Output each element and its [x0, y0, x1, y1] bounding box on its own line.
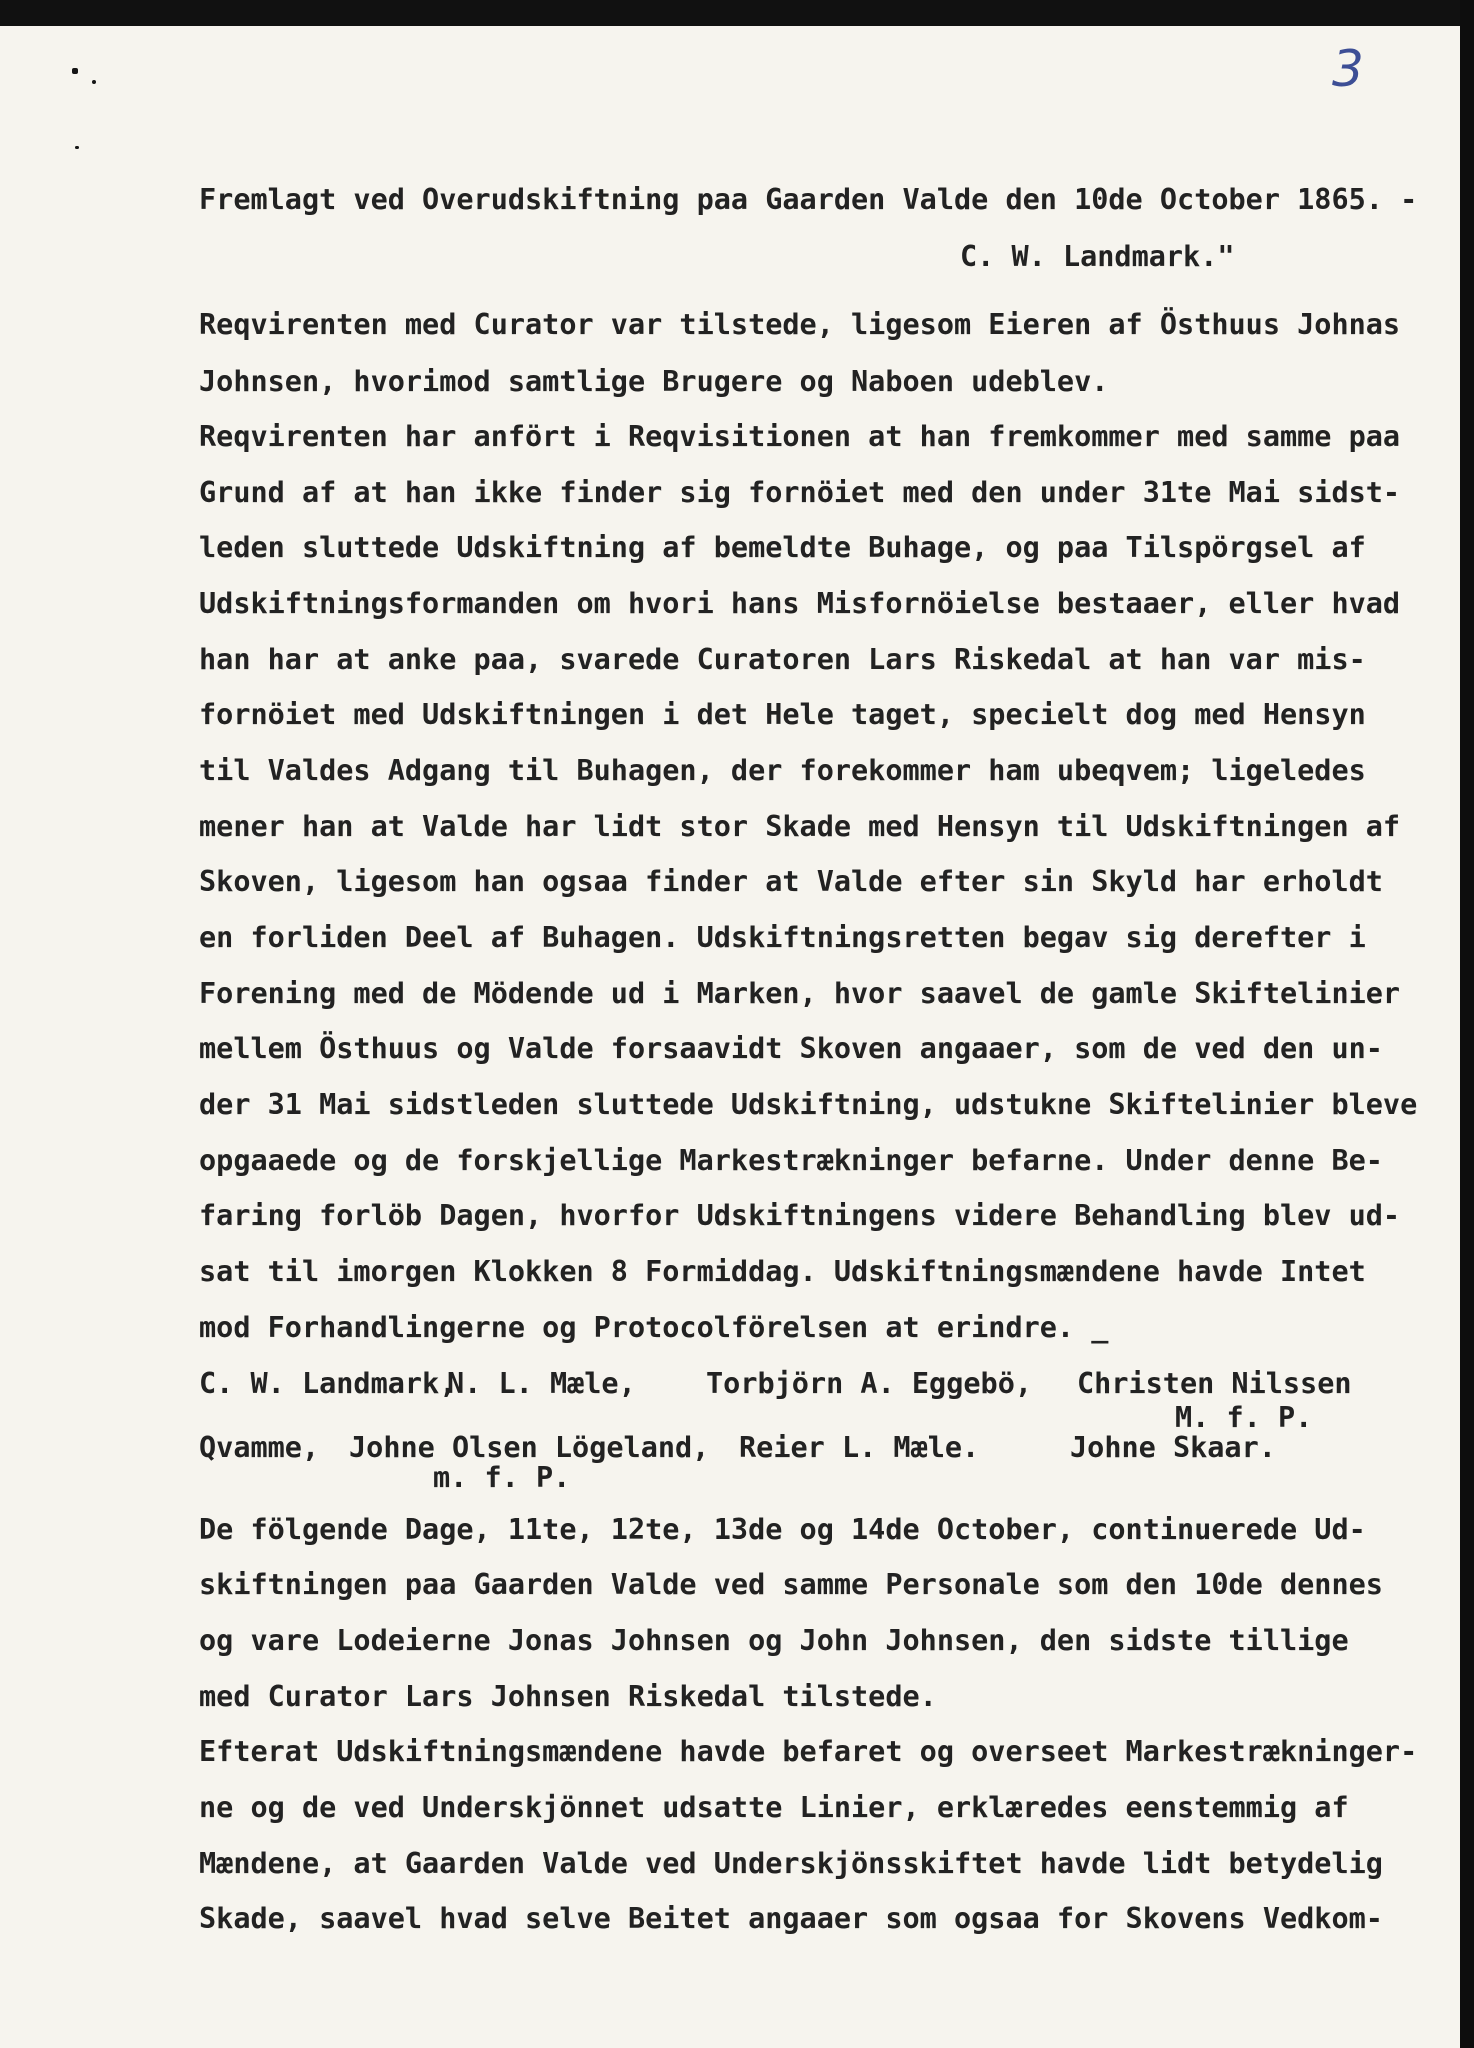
- text-line: han har at anke paa, svarede Curatoren Lars Riskedal at han var mis-: [199, 643, 1366, 676]
- text-line: fornöiet med Udskiftningen i det Hele taget, specielt dog med Hensyn: [199, 698, 1366, 731]
- text-line: Udskiftningsformanden om hvori hans Misfornöielse bestaaer, eller hvad: [199, 587, 1401, 620]
- text-line: mellem Östhuus og Valde forsaavidt Skoven angaaer, som de ved den un-: [199, 1032, 1383, 1065]
- text-line: til Valdes Adgang til Buhagen, der forekommer ham ubeqvem; ligeledes: [199, 754, 1366, 787]
- signature-landmark: C. W. Landmark,: [199, 1367, 457, 1400]
- text-line: Reqvirenten med Curator var tilstede, ligesom Eieren af Östhuus Johnas: [199, 308, 1401, 341]
- signature-christen-nilssen: Christen Nilssen: [1077, 1367, 1352, 1400]
- signature-eggebo: Torbjörn A. Eggebö,: [706, 1367, 1033, 1400]
- text-line: De fölgende Dage, 11te, 12te, 13de og 14de October, continuerede Ud-: [199, 1513, 1366, 1546]
- text-line: ne og de ved Underskjönnet udsatte Linier, erklæredes eenstemmig af: [199, 1791, 1349, 1824]
- text-line: Efterat Udskiftningsmændene havde befaret og overseet Markestrækninger-: [199, 1735, 1418, 1768]
- text-line: mod Forhandlingerne og Protocolförelsen at erindre. _: [199, 1311, 1109, 1344]
- signature-logeland: Johne Olsen Lögeland,: [349, 1431, 710, 1464]
- text-line: Grund af at han ikke finder sig fornöiet med den under 31te Mai sidst-: [199, 476, 1401, 509]
- text-line: og vare Lodeierne Jonas Johnsen og John Johnsen, den sidste tillige: [199, 1624, 1349, 1657]
- signature-johne-skaar: Johne Skaar.: [1070, 1431, 1276, 1464]
- text-line: mener han at Valde har lidt stor Skade med Hensyn til Udskiftningen af: [199, 810, 1401, 843]
- text-line: opgaaede og de forskjellige Markestrækninger befarne. Under denne Be-: [199, 1144, 1383, 1177]
- text-line: med Curator Lars Johnsen Riskedal tilstede.: [199, 1680, 937, 1713]
- signature-qvamme: Qvamme,: [199, 1431, 320, 1464]
- punch-mark: [92, 80, 96, 84]
- signature-n-l-maele: N. L. Mæle,: [447, 1367, 636, 1400]
- text-line: Forening med de Mödende ud i Marken, hvor saavel de gamle Skiftelinier: [199, 977, 1401, 1010]
- signature-note-mfp-lower: m. f. P.: [433, 1461, 571, 1494]
- text-line: Johnsen, hvorimod samtlige Brugere og Naboen udeblev.: [199, 365, 1109, 398]
- signature-note-mfp: M. f. P.: [1175, 1401, 1313, 1434]
- text-line: en forliden Deel af Buhagen. Udskiftningsretten begav sig derefter i: [199, 921, 1366, 954]
- text-line: Skoven, ligesom han ogsaa finder at Valde efter sin Skyld har erholdt: [199, 865, 1383, 898]
- text-line: faring forlöb Dagen, hvorfor Udskiftningens videre Behandling blev ud-: [199, 1199, 1401, 1232]
- text-line: sat til imorgen Klokken 8 Formiddag. Udskiftningsmændene havde Intet: [199, 1255, 1366, 1288]
- header-signature: C. W. Landmark.": [960, 240, 1235, 273]
- text-line: Reqvirenten har anfört i Reqvisitionen at han fremkommer med samme paa: [199, 420, 1401, 453]
- text-line: skiftningen paa Gaarden Valde ved samme Personale som den 10de dennes: [199, 1568, 1383, 1601]
- text-line: Skade, saavel hvad selve Beitet angaaer som ogsaa for Skovens Vedkom-: [199, 1902, 1383, 1935]
- punch-mark: [75, 146, 79, 149]
- text-line: leden sluttede Udskiftning af bemeldte Buhage, og paa Tilspörgsel af: [199, 531, 1366, 564]
- header-line: Fremlagt ved Overudskiftning paa Gaarden Valde den 10de October 1865. -: [199, 183, 1418, 216]
- text-line: Mændene, at Gaarden Valde ved Underskjönsskiftet havde lidt betydelig: [199, 1847, 1383, 1880]
- punch-mark: [72, 68, 78, 74]
- page-number: 3: [1332, 40, 1364, 98]
- text-line: der 31 Mai sidstleden sluttede Udskiftning, udstukne Skiftelinier bleve: [199, 1088, 1418, 1121]
- scan-frame-right: [1460, 0, 1474, 2048]
- signature-reier-maele: Reier L. Mæle.: [739, 1431, 980, 1464]
